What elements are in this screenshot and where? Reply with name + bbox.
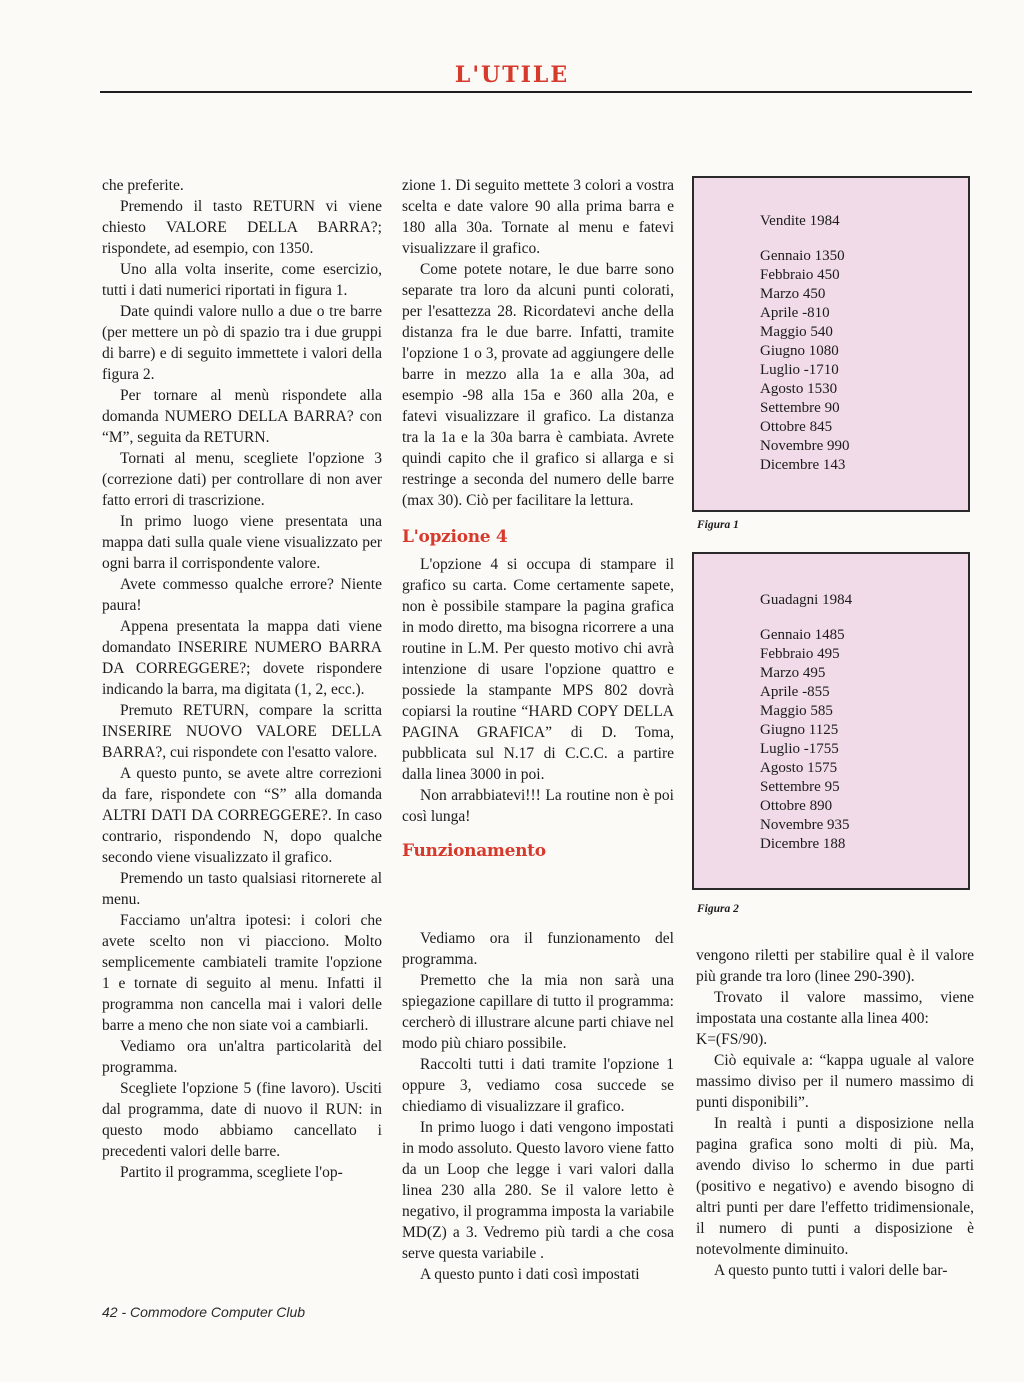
figure-row: Luglio -1755 <box>760 741 839 757</box>
paragraph: In realtà i punti a disposizione nella pagina grafica sono molti di più. Ma, avendo diviso lo schermo in due parti (positivo e negativo) e avendo bisogno di altri punti per dare l'effetto tridimensionale, il numero di punti a disposizione è notevolmente diminuito. <box>696 1115 974 1258</box>
paragraph: Tornati al menu, scegliete l'opzione 3 (correzione dati) per controllare di non aver fatto errori di trascrizione. <box>102 450 382 509</box>
header-rule <box>100 91 972 93</box>
section-title: L'UTILE <box>454 62 570 88</box>
figure-row: Giugno 1125 <box>760 722 839 738</box>
paragraph: Raccolti tutti i dati tramite l'opzione 1 oppure 3, vediamo cosa succede se chiediamo di visualizzare il grafico. <box>402 1056 674 1115</box>
paragraph: Premendo il tasto RETURN vi viene chiesto VALORE DELLA BARRA?; rispondete, ad esempio, con 1350. <box>102 198 382 257</box>
figure-row: Ottobre 890 <box>760 798 833 814</box>
paragraph: A questo punto, se avete altre correzioni da fare, rispondete con “S” alla domanda ALTRI DATI DA CORREGGERE?. In caso contrario, rispondendo N, dopo qualche secondo viene visualizzato il grafico. <box>102 765 382 866</box>
column-2 <box>402 175 674 868</box>
paragraph: Non arrabbiatevi!!! La routine non è poi così lunga! <box>402 787 674 825</box>
paragraph: Scegliete l'opzione 5 (fine lavoro). Usciti dal programma, date di nuovo il RUN: in questo modo abbiamo cancellato i precedenti valori delle barre. <box>102 1080 382 1160</box>
paragraph: Vediamo ora il funzionamento del programma. <box>402 930 674 968</box>
paragraph: Avete commesso qualche errore? Niente paura! <box>102 576 382 614</box>
figure-row: Maggio 540 <box>760 324 833 340</box>
paragraph: Appena presentata la mappa dati viene domandato INSERIRE NUMERO BARRA DA CORREGGERE?; dovete rispondere indicando la barra, ma digitata (1, 2, ecc.). <box>102 618 382 698</box>
column-3-bottom <box>696 945 974 1281</box>
figure-row: Febbraio 495 <box>760 646 840 662</box>
figure-row: Dicembre 188 <box>760 836 846 852</box>
paragraph: Date quindi valore nullo a due o tre barre (per mettere un pò di spazio tra i due gruppi di barre) e di seguito immettete i valori della figura 2. <box>102 303 382 383</box>
figure-row: Ottobre 845 <box>760 419 833 435</box>
figure-row: Novembre 935 <box>760 817 850 833</box>
figure-row: Febbraio 450 <box>760 267 840 283</box>
paragraph: In primo luogo i dati vengono impostati in modo assoluto. Questo lavoro viene fatto da un Loop che legge i vari valori dalla linea 230 alla 280. Se il valore letto è negativo, il programma imposta la variabile MD(Z) a 3. Vedremo più tardi a che cosa serve questa variabile . <box>402 1119 674 1262</box>
paragraph: A questo punto i dati così impostati <box>420 1266 640 1283</box>
paragraph: L'opzione 4 si occupa di stampare il grafico su carta. Come certamente sapete, non è possibile stampare la pagina grafica in modo diretto, ma bisogna ricorrere a una routine in L.M. Per questo motivo chi avrà intenzione di usare l'opzione quattro e possiede la stampante MPS 802 dovrà copiarsi la routine “HARD COPY DELLA PAGINA GRAFICA” di D. Toma, pubblicata sul N.17 di C.C.C. a partire dalla linea 3000 in poi. <box>402 556 674 783</box>
figure-1-title: Vendite 1984 <box>760 213 840 229</box>
paragraph: Uno alla volta inserite, come esercizio, tutti i dati numerici riportati in figura 1. <box>102 261 382 299</box>
figure-row: Maggio 585 <box>760 703 833 719</box>
section-heading-funzionamento: Funzionamento <box>402 841 546 861</box>
figure-row: Gennaio 1485 <box>760 627 845 643</box>
figure-row: Novembre 990 <box>760 438 850 454</box>
paragraph: Trovato il valore massimo, viene impostata una costante alla linea 400: <box>696 989 974 1027</box>
column-2-bottom <box>402 928 674 1285</box>
paragraph: Vediamo ora un'altra particolarità del programma. <box>102 1038 382 1076</box>
figure-2-title: Guadagni 1984 <box>760 592 853 608</box>
paragraph: Ciò equivale a: “kappa uguale al valore massimo diviso per il numero massimo di punti disponibili”. <box>696 1052 974 1111</box>
paragraph: Premendo un tasto qualsiasi ritornerete al menu. <box>102 870 382 908</box>
figure-1-box <box>692 176 970 512</box>
paragraph: Facciamo un'altra ipotesi: i colori che avete scelto non vi piacciono. Molto semplicemente cambiateli tramite l'opzione 1 e tornate di seguito al menu. Infatti il programma non cancella mai i valori delle barre a meno che non siate voi a cambiarli. <box>102 912 382 1034</box>
figure-row: Gennaio 1350 <box>760 248 845 264</box>
figure-row: Aprile -810 <box>760 305 830 321</box>
figure-2-box <box>692 552 970 890</box>
figure-row: Giugno 1080 <box>760 343 839 359</box>
paragraph: vengono riletti per stabilire qual è il valore più grande tra loro (linee 290-390). <box>696 947 974 985</box>
figure-row: Settembre 90 <box>760 400 840 416</box>
figure-row: Marzo 495 <box>760 665 826 681</box>
figure-row: Agosto 1575 <box>760 760 838 776</box>
formula: K=(FS/90). <box>696 1031 768 1048</box>
section-heading-opzione-4: L'opzione 4 <box>402 527 508 547</box>
column-1 <box>102 175 382 1183</box>
figure-row: Luglio -1710 <box>760 362 839 378</box>
figure-1-caption: Figura 1 <box>697 519 739 531</box>
figure-row: Settembre 95 <box>760 779 840 795</box>
figure-row: Dicembre 143 <box>760 457 846 473</box>
figure-row: Agosto 1530 <box>760 381 838 397</box>
page-footer: 42 - Commodore Computer Club <box>102 1304 306 1320</box>
paragraph: Per tornare al menù rispondete alla domanda NUMERO DELLA BARRA? con “M”, seguita da RETURN. <box>102 387 382 446</box>
paragraph: Come potete notare, le due barre sono separate tra loro da alcuni punti colorati, per l'esattezza 28. Ricordatevi anche della distanza fra le due barre. Infatti, tramite l'opzione 1 o 3, provate ad aggiungere delle barre in mezzo alla 1a e alla 30a, ad esempio -98 alla 15a e 360 alla 20a, e fatevi visualizzare il grafico. La distanza tra la 1a e la 30a barra è cambiata. Avrete quindi capito che il grafico si allarga e si restringe a seconda del numero delle barre (max 30). Ciò per facilitare la lettura. <box>402 261 674 509</box>
paragraph: zione 1. Di seguito mettete 3 colori a vostra scelta e date valore 90 alla prima barra e 180 alla 30a. Tornate al menu e fatevi visualizzare il grafico. <box>402 177 674 257</box>
paragraph: Premetto che la mia non sarà una spiegazione capillare di tutto il programma: cercherò di illustrare alcune parti chiave nel modo più chiaro possibile. <box>402 972 674 1052</box>
figure-row: Marzo 450 <box>760 286 826 302</box>
paragraph: che preferite. <box>102 177 184 194</box>
figure-2-caption: Figura 2 <box>697 903 739 915</box>
paragraph: Partito il programma, scegliete l'op- <box>120 1164 343 1181</box>
figure-row: Aprile -855 <box>760 684 830 700</box>
paragraph: A questo punto tutti i valori delle bar- <box>714 1262 948 1279</box>
paragraph: Premuto RETURN, compare la scritta INSERIRE NUOVO VALORE DELLA BARRA?, cui rispondete con l'esatto valore. <box>102 702 382 761</box>
paragraph: In primo luogo viene presentata una mappa dati sulla quale viene visualizzato per ogni barra il corrispondente valore. <box>102 513 382 572</box>
